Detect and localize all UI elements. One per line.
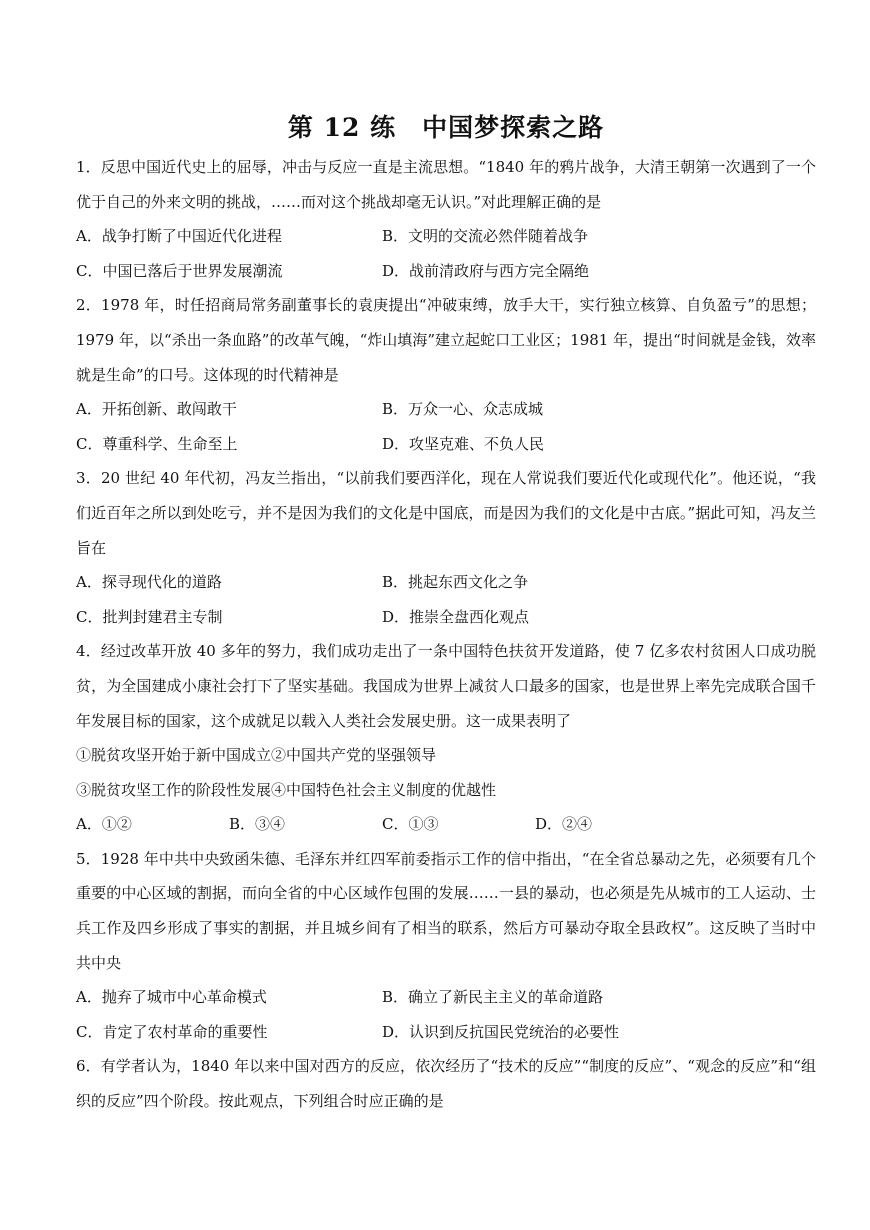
option-c: C．肯定了农村革命的重要性 — [76, 1022, 268, 1041]
option-d: D．战前清政府与西方完全隔绝 — [382, 261, 590, 280]
option-c: C．中国已落后于世界发展潮流 — [76, 261, 283, 280]
option-d: D．推崇全盘西化观点 — [382, 607, 530, 626]
option-a: A．①② — [76, 815, 132, 834]
option-a: A．开拓创新、敢闯敢干 — [76, 400, 237, 419]
question-2 — [76, 288, 816, 461]
question-5 — [76, 842, 816, 1050]
option-a: A．战争打断了中国近代化进程 — [76, 227, 282, 246]
option-d: D．认识到反抗国民党统治的必要性 — [382, 1022, 620, 1041]
option-a: A．抛弃了城市中心革命模式 — [76, 988, 267, 1007]
question-stem: 1．反思中国近代史上的屈辱，冲击与反应一直是主流思想。“1840 年的鸦片战争，大清王朝第一次遇到了一个优于自己的外来文明的挑战，……而对这个挑战却毫无认识。”对此理解正确的是 — [76, 158, 816, 211]
question-1 — [76, 150, 816, 288]
question-stem: 3．20 世纪 40 年代初，冯友兰指出，“以前我们要西洋化，现在人常说我们要近代化或现代化”。他还说，“我们近百年之所以到处吃亏，并不是因为我们的文化是中国底，而是因为我们的文化是中古底。”据此可知，冯友兰旨在 — [76, 469, 816, 557]
option-b: B．③④ — [229, 815, 286, 834]
option-d: D．攻坚克难、不负人民 — [382, 434, 545, 453]
question-stem: 5．1928 年中共中央致函朱德、毛泽东并红四军前委指示工作的信中指出，“在全省总暴动之先，必须要有几个重要的中心区域的割据，而向全省的中心区域作包围的发展……一县的暴动，也必须是先从城市的工人运动、士兵工作及四乡形成了事实的割据，并且城乡间有了相当的联系，然后方可暴动夺取全县政权”。这反映了当时中共中央 — [76, 849, 816, 972]
option-b: B．挑起东西文化之争 — [382, 573, 529, 592]
question-stem: 2．1978 年，时任招商局常务副董事长的袁庚提出“冲破束缚，放手大干，实行独立核算、自负盈亏”的思想；1979 年，以“杀出一条血路”的改革气魄，“炸山填海”建立起蛇口工业区；1981 年，提出“时间就是金钱，效率就是生命”的口号。这体现的时代精神是 — [76, 296, 816, 384]
option-b: B．万众一心、众志成城 — [382, 400, 544, 419]
option-c: C．①③ — [382, 815, 439, 834]
option-c: C．尊重科学、生命至上 — [76, 434, 238, 453]
question-4 — [76, 634, 816, 842]
page-title: 第 12 练 中国梦探索之路 — [287, 113, 605, 142]
option-d: D．②④ — [535, 815, 593, 834]
statement-line: ③脱贫攻坚工作的阶段性发展④中国特色社会主义制度的优越性 — [76, 780, 497, 799]
document-page — [76, 108, 816, 1119]
option-c: C．批判封建君主专制 — [76, 607, 223, 626]
question-stem: 6．有学者认为，1840 年以来中国对西方的反应，依次经历了“技术的反应”“制度的反应”、“观念的反应”和“组织的反应”四个阶段。按此观点，下列组合时应正确的是 — [76, 1057, 816, 1111]
statement-line: ①脱贫攻坚开始于新中国成立②中国共产党的坚强领导 — [76, 746, 437, 765]
option-b: B．确立了新民主主义的革命道路 — [382, 988, 604, 1007]
option-b: B．文明的交流必然伴随着战争 — [382, 227, 589, 246]
option-a: A．探寻现代化的道路 — [76, 573, 222, 592]
question-6 — [76, 1049, 816, 1118]
question-3 — [76, 461, 816, 634]
question-stem: 4．经过改革开放 40 多年的努力，我们成功走出了一条中国特色扶贫开发道路，使 7 亿多农村贫困人口成功脱贫，为全国建成小康社会打下了坚实基础。我国成为世界上减贫人口最多的国家，也是世界上率先完成联合国千年发展目标的国家，这个成就足以载入人类社会发展史册。这一成果表明了 — [76, 642, 816, 730]
